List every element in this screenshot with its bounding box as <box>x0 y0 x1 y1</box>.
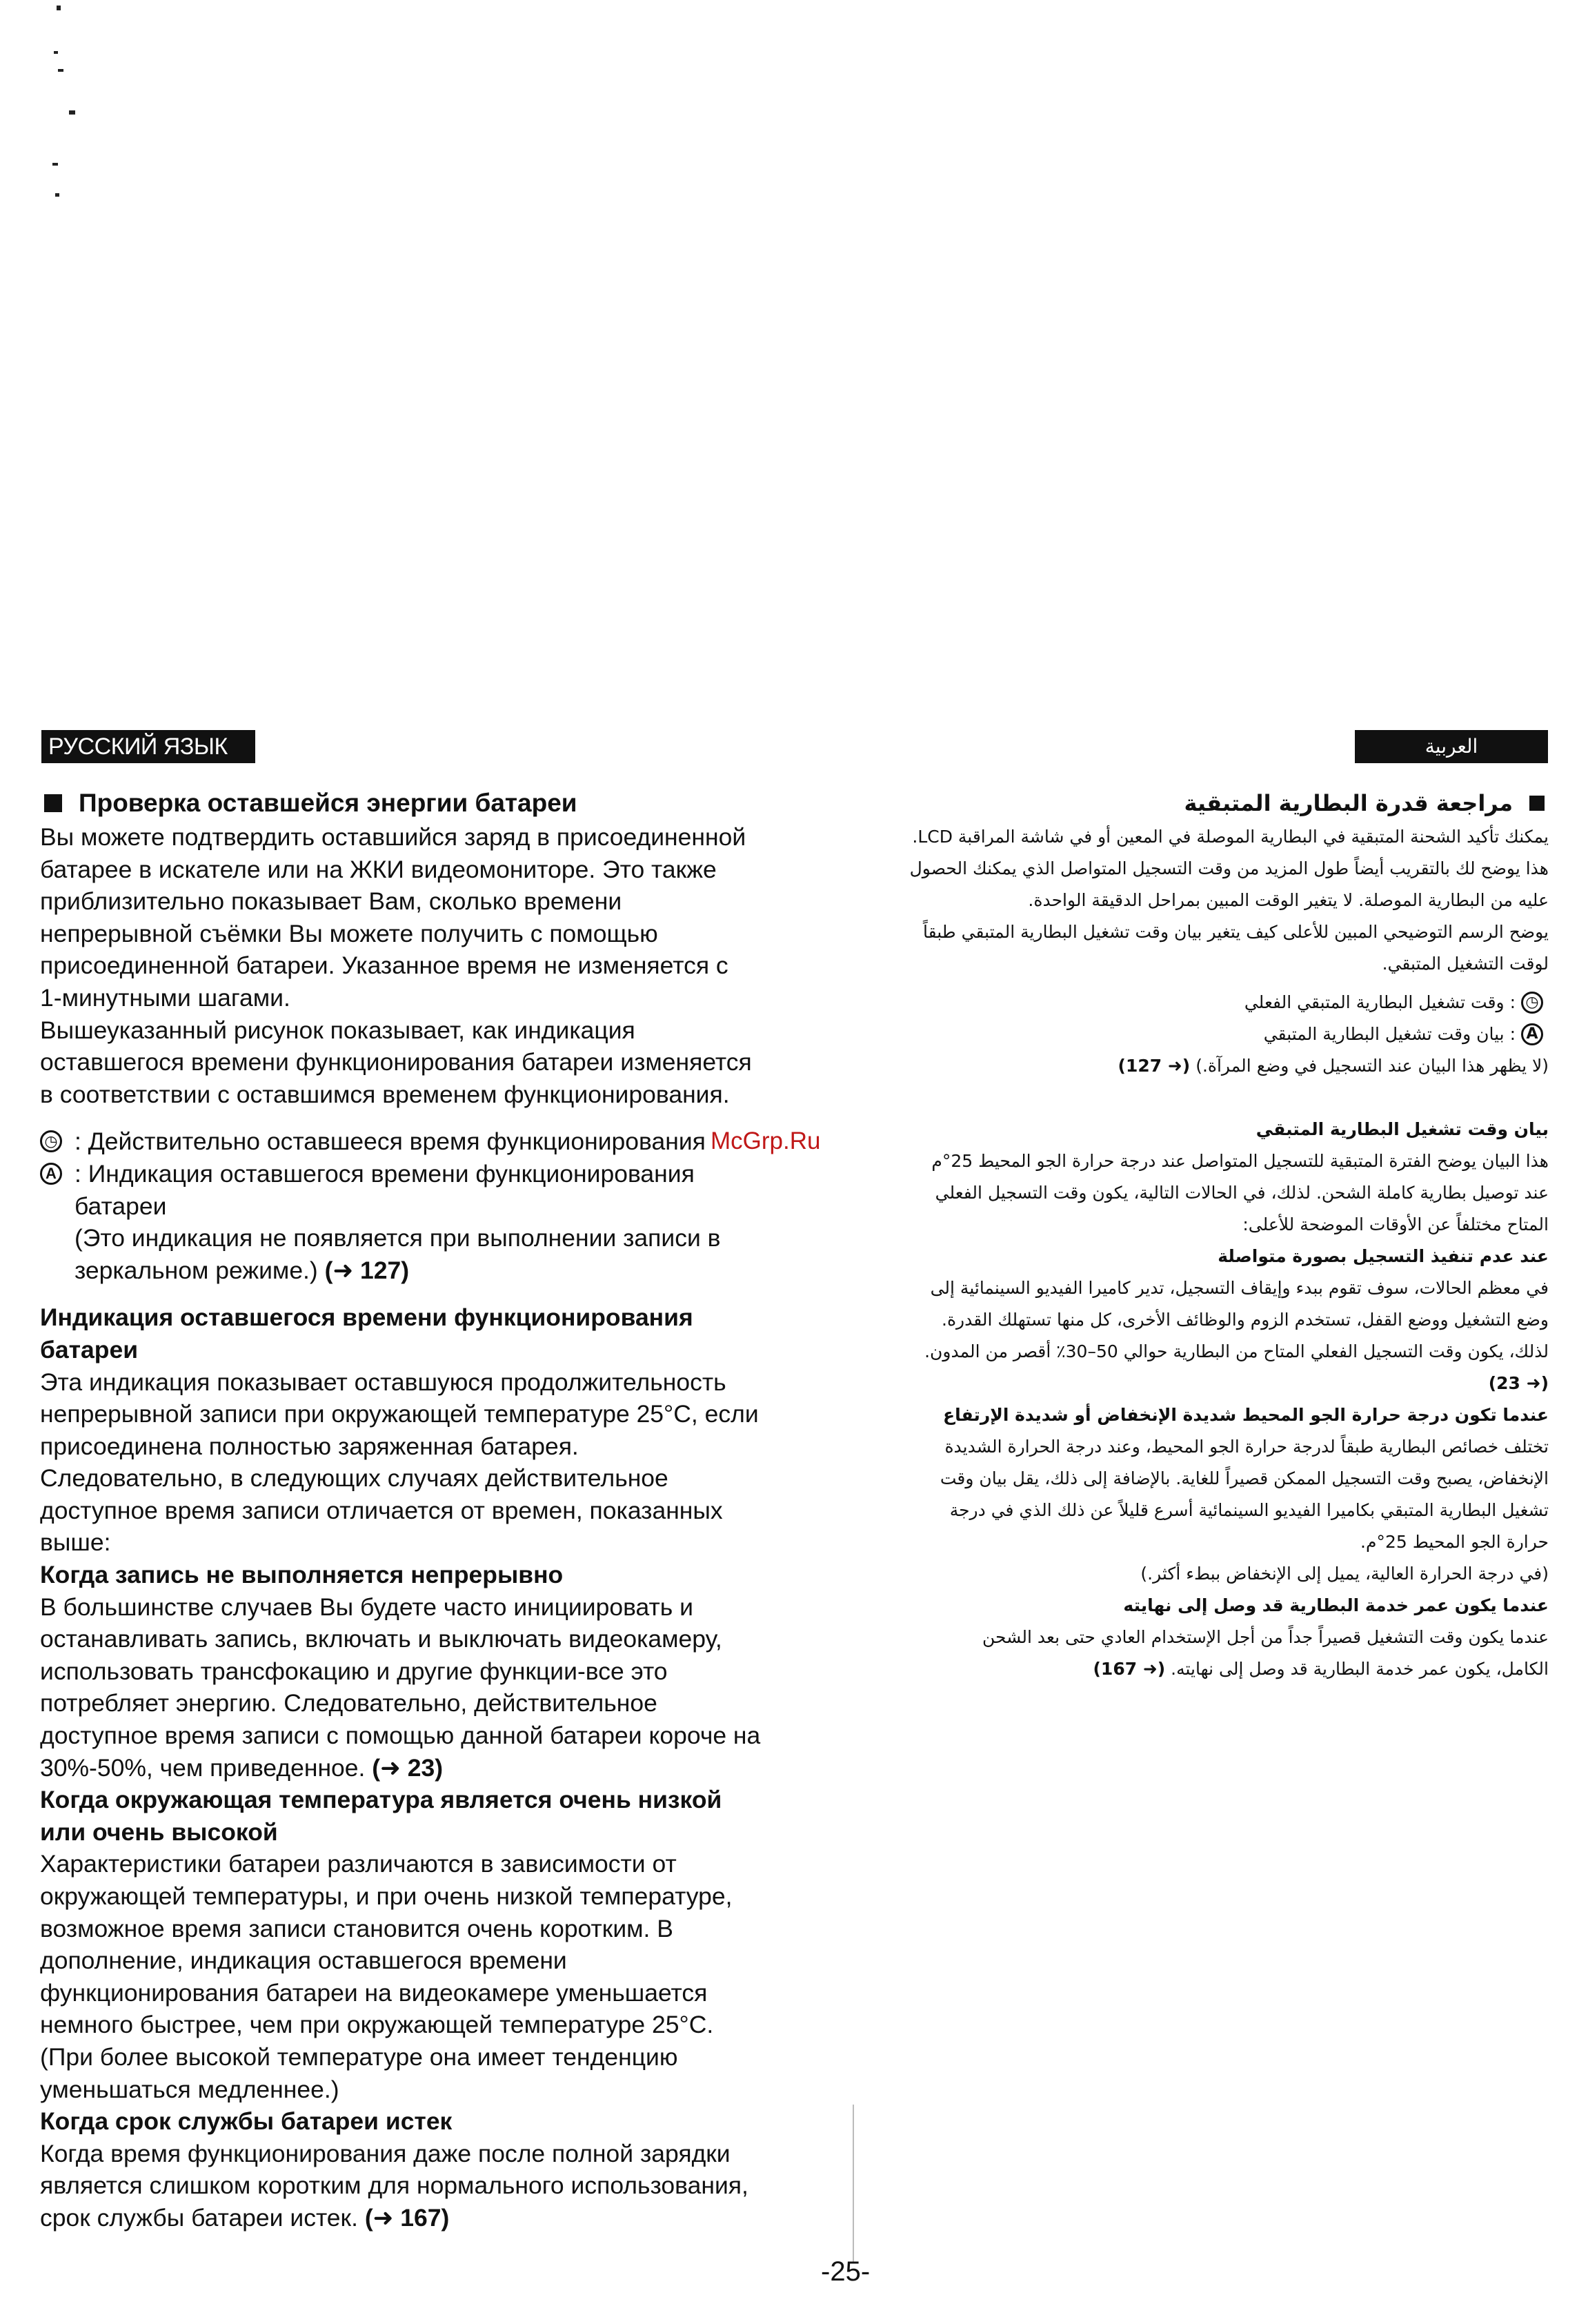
ar-legend-note: (لا يظهر هذا البيان عند التسجيل في وضع المرآة.) (➜ 127) <box>1118 1056 1549 1076</box>
ar-legend-a-text: : بيان وقت تشغيل البطارية المتبقي <box>1263 1024 1516 1044</box>
ru-intro-line: Вы можете подтвердить оставшийся заряд в присоединенной <box>40 823 746 851</box>
ru-case1-line: В большинстве случаев Вы будете часто инициировать и <box>40 1593 693 1621</box>
ru-subsection-title: батареи <box>40 1335 139 1363</box>
clock-icon: ◷ <box>40 1130 62 1152</box>
ru-case2-line: Характеристики батареи различаются в зависимости от <box>40 1850 677 1878</box>
ar-sub-line: المتاح مختلفاً عن الأوقات الموضحة للأعلى: <box>1242 1214 1549 1234</box>
ru-legend-actual-text: : Действительно оставшееся время функционирования <box>75 1127 706 1156</box>
ru-case1-title: Когда запись не выполняется непрерывно <box>40 1561 564 1589</box>
watermark: McGrp.Ru <box>711 1127 821 1154</box>
ru-intro-line: присоединенной батареи. Указанное время не изменяется с <box>40 952 728 980</box>
ar-case1-line: لذلك، يكون وقت التسجيل الفعلي المتاح من البطارية حوالي 50–30٪ أقصر من المدون. <box>924 1341 1549 1361</box>
ar-case3-line: الكامل، يكون عمر خدمة البطارية قد وصل إلى نهايته. (➜ 167) <box>1093 1659 1549 1679</box>
column-divider <box>853 2105 854 2263</box>
ru-subsection-title: Индикация оставшегося времени функционирования <box>40 1303 693 1332</box>
ru-case3-line: Когда время функционирования даже после полной зарядки <box>40 2139 731 2167</box>
ru-intro-line: 1-минутными шагами. <box>40 983 290 1012</box>
ru-legend-note-ref: (➜ 127) <box>324 1256 410 1284</box>
ar-case1-ref: (➜ 23) <box>1488 1373 1549 1393</box>
arabic-language-tag: العربية <box>1355 730 1548 763</box>
ar-intro-line: هذا يوضح لك بالتقريب أيضاً طول المزيد من وقت التسجيل المتواصل الذي يمكنك الحصول <box>909 858 1549 878</box>
russian-language-tag: РУССКИЙ ЯЗЫК <box>41 730 255 763</box>
ru-legend-a-text: : Индикация оставшегося времени функционирования <box>75 1159 695 1188</box>
ar-subsection-title: بيان وقت تشغيل البطارية المتبقي <box>1255 1119 1549 1139</box>
ru-case2-line: окружающей температуры, и при очень низкой температуре, <box>40 1882 733 1910</box>
ru-legend-actual <box>40 1125 826 1158</box>
ar-case2-line: الإنخفاض، يصبح وقت التسجيل الممكن قصيراً للغاية. بالإضافة إلى ذلك، يقل بيان وقت <box>940 1468 1549 1488</box>
ru-sub-line: присоединена полностью заряженная батарея. <box>40 1432 579 1460</box>
ar-intro-line: يمكنك تأكيد الشحنة المتبقية في البطارية الموصلة في المعين أو في شاشة المراقبة LCD. <box>912 827 1549 847</box>
ru-intro-line: оставшегося времени функционирования батареи изменяется <box>40 1048 752 1076</box>
ru-case2-line: (При более высокой температуре она имеет тенденцию <box>40 2042 678 2071</box>
ru-legend-a <box>40 1158 826 1190</box>
ru-section-title-text: Проверка оставшейся энергии батареи <box>79 789 577 817</box>
ru-sub-line: непрерывной записи при окружающей температуре 25°C, если <box>40 1400 759 1428</box>
ru-section-title <box>40 787 826 820</box>
ru-case2-line: функционирования батареи на видеокамере уменьшается <box>40 1978 708 2007</box>
ar-case1-line: في معظم الحالات، سوف تقوم ببدء وإيقاف التسجيل، تدير كاميرا الفيديو السينمائية إلى <box>930 1278 1549 1298</box>
ru-sub-line: доступное время записи отличается от времен, показанных <box>40 1496 723 1524</box>
ru-case2-line: немного быстрее, чем при окружающей температуре 25°C. <box>40 2011 714 2039</box>
ar-section-title <box>890 787 1549 820</box>
page-number: -25- <box>821 2256 871 2287</box>
ru-case2-title: Когда окружающая температура является очень низкой <box>40 1786 722 1814</box>
ru-intro-line: приблизительно показывает Вам, сколько времени <box>40 887 622 916</box>
ar-case2-line: تختلف خصائص البطارية طبقاً لدرجة حرارة الجو المحيط، وعند درجة الحرارة الشديدة <box>944 1437 1549 1457</box>
ru-case2-line: уменьшаться медленнее.) <box>40 2075 339 2103</box>
arabic-column <box>890 787 1549 1685</box>
ru-intro <box>40 821 826 1110</box>
ar-case1-title: عند عدم تنفيذ التسجيل بصورة متواصلة <box>1218 1246 1549 1266</box>
ar-case2-line: حرارة الجو المحيط 25°م. <box>1360 1532 1549 1552</box>
ru-case1-line: использовать трансфокацию и другие функции-все это <box>40 1657 668 1685</box>
russian-column <box>40 787 826 2234</box>
ru-intro-line: в соответствии с оставшимся временем функционирования. <box>40 1080 730 1108</box>
ar-case2-line: تشغيل البطارية المتبقي بكاميرا الفيديو السينمائية أسرع قليلاً عن ذلك الذي في درجة <box>949 1500 1549 1520</box>
ru-intro-line: батарее в искателе или на ЖКИ видеомониторе. Это также <box>40 855 717 883</box>
ru-legend-note-line: (Это индикация не появляется при выполнении записи в <box>75 1224 721 1252</box>
ru-case3-line: является слишком коротким для нормального использования, <box>40 2172 748 2200</box>
ru-sub-line: выше: <box>40 1528 111 1557</box>
ru-sub-line: Следовательно, в следующих случаях действительное <box>40 1464 668 1493</box>
ru-case3-line: срок службы батареи истек. (➜ 167) <box>40 2203 450 2232</box>
ru-case2-line: возможное время записи становится очень коротким. В <box>40 1914 673 1942</box>
ar-legend-actual <box>890 987 1549 1018</box>
ru-legend-note-line: зеркальном режиме.) (➜ 127) <box>75 1256 410 1284</box>
ru-sub-line: Эта индикация показывает оставшуюся продолжительность <box>40 1368 726 1396</box>
ru-case1-line: потребляет энергию. Следовательно, действительное <box>40 1689 657 1717</box>
ar-case2-title: عندما تكون درجة حرارة الجو المحيط شديدة الإنخفاض أو شديدة الإرتفاع <box>943 1405 1549 1425</box>
ru-case1-ref: (➜ 23) <box>372 1753 444 1782</box>
ru-legend-a-line: батареи <box>75 1192 167 1220</box>
ru-intro-line: непрерывной съёмки Вы можете получить с помощью <box>40 919 658 947</box>
ar-case3-title: عندما يكون عمر خدمة البطارية قد وصل إلى نهايته <box>1123 1595 1549 1615</box>
ar-legend-note-ref: (➜ 127) <box>1118 1056 1191 1076</box>
ar-legend-a <box>890 1018 1549 1050</box>
ar-case2-line: (في درجة الحرارة العالية، يميل إلى الإنخفاض ببطء أكثر.) <box>1140 1564 1549 1584</box>
square-bullet-icon <box>44 794 62 812</box>
ar-intro-line: يوضح الرسم التوضيحي المبين للأعلى كيف يتغير بيان وقت تشغيل البطارية المتبقي طبقاً <box>922 922 1549 942</box>
clock-icon: ◷ <box>1521 992 1543 1014</box>
ar-sub-line: هذا البيان يوضح الفترة المتبقية للتسجيل المتواصل عند درجة حرارة الجو المحيط 25°م <box>931 1151 1549 1171</box>
ar-section-title-text: مراجعة قدرة البطارية المتبقية <box>1184 790 1513 816</box>
ar-sub-line: عند توصيل بطارية كاملة الشحن. لذلك، في الحالات التالية، يكون وقت التسجيل الفعلي <box>935 1183 1549 1203</box>
ru-case1-line: 30%-50%, чем приведенное. (➜ 23) <box>40 1753 444 1782</box>
ru-intro-line: Вышеуказанный рисунок показывает, как индикация <box>40 1016 635 1044</box>
ru-case1-line: доступное время записи с помощью данной батареи короче на <box>40 1722 761 1750</box>
ar-intro-line: لوقت التشغيل المتبقي. <box>1382 954 1549 974</box>
ar-case3-line: عندما يكون وقت التشغيل قصيراً جداً من أجل الإستخدام العادي حتى بعد الشحن <box>982 1627 1549 1647</box>
circled-a-icon: A <box>1521 1023 1543 1045</box>
ru-case3-ref: (➜ 167) <box>364 2203 450 2232</box>
ar-intro-line: عليه من البطارية الموصلة. لا يتغير الوقت المبين بمراحل الدقيقة الواحدة. <box>1028 890 1549 910</box>
square-bullet-icon <box>1529 796 1545 811</box>
ar-case3-ref: (➜ 167) <box>1093 1659 1166 1679</box>
ru-case1-line: останавливать запись, включать и выключать видеокамеру, <box>40 1625 722 1653</box>
ar-legend-actual-text: : وقت تشغيل البطارية المتبقي الفعلي <box>1244 992 1516 1012</box>
ru-case3-title: Когда срок службы батареи истек <box>40 2107 453 2136</box>
ru-case2-title: или очень высокой <box>40 1818 278 1846</box>
ar-case1-line: وضع التشغيل ووضع القفل، تستخدم الزوم والوظائف الأخرى، كل منها تستهلك القدرة. <box>942 1310 1549 1330</box>
ru-case2-line: дополнение, индикация оставшегося времени <box>40 1947 567 1975</box>
circled-a-icon: A <box>40 1163 62 1185</box>
